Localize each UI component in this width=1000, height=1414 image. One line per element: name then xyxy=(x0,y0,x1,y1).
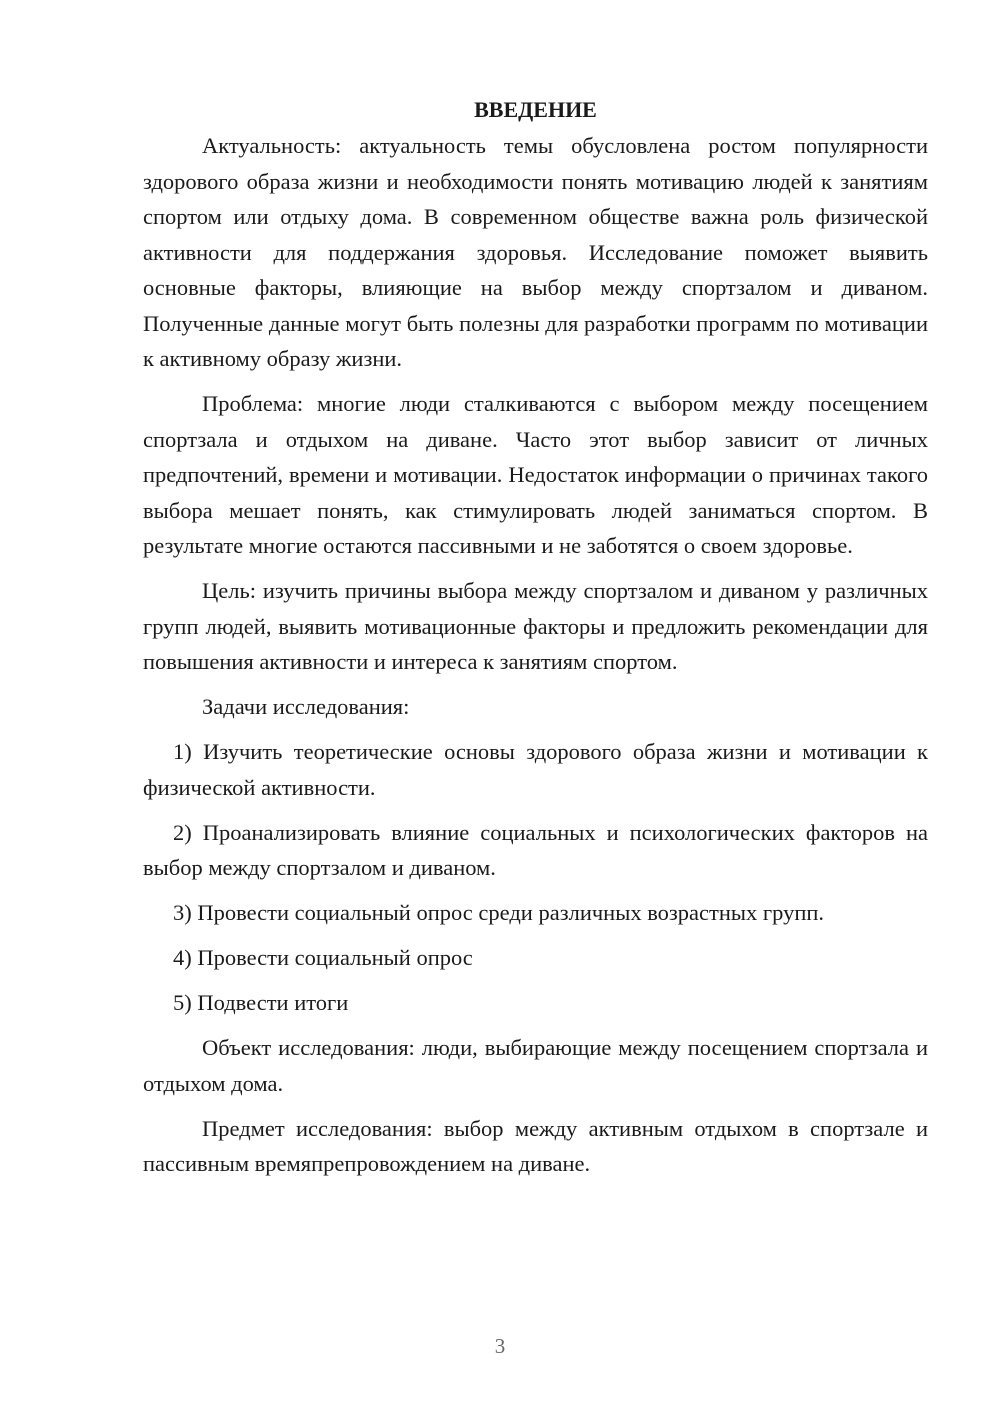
task-item-5: 5) Подвести итоги xyxy=(173,990,349,1015)
page-title: ВВЕДЕНИЕ xyxy=(474,97,597,122)
task-item-2: 2) Проанализировать влияние социальных и психологических факторов на выбор между спортзалом и диваном. xyxy=(143,819,928,880)
relevance-paragraph: Актуальность: актуальность темы обусловлена ростом популярности здорового образа жизни и необходимости понять мотивацию людей к занятиям спортом или отдыху дома. В современном обществе важна роль физической активности для поддержания здоровья. Исследование поможет выявить основные факторы, влияющие на выбор между спортзалом и диваном. Полученные данные могут быть полезны для разработки программ по мотивации к активному образу жизни. xyxy=(143,133,928,371)
subject-paragraph: Предмет исследования: выбор между активным отдыхом в спортзале и пассивным времяпрепровождением на диване. xyxy=(143,1115,928,1176)
task-item-1: 1) Изучить теоретические основы здорового образа жизни и мотивации к физической активности. xyxy=(143,739,928,800)
problem-paragraph: Проблема: многие люди сталкиваются с выбором между посещением спортзала и отдыхом на диване. Часто этот выбор зависит от личных предпочтений, времени и мотивации. Недостаток информации о причинах такого выбора мешает понять, как стимулировать людей заниматься спортом. В результате многие остаются пассивными и не заботятся о своем здоровье. xyxy=(143,391,928,558)
document-page xyxy=(143,92,928,1191)
task-item-4: 4) Провести социальный опрос xyxy=(173,945,473,970)
object-paragraph: Объект исследования: люди, выбирающие между посещением спортзала и отдыхом дома. xyxy=(143,1035,928,1096)
page-number: 3 xyxy=(494,1334,506,1358)
task-item-3: 3) Провести социальный опрос среди различных возрастных групп. xyxy=(173,900,825,925)
goal-paragraph: Цель: изучить причины выбора между спортзалом и диваном у различных групп людей, выявить мотивационные факторы и предложить рекомендации для повышения активности и интереса к занятиям спортом. xyxy=(143,578,928,674)
tasks-heading: Задачи исследования: xyxy=(202,694,410,719)
